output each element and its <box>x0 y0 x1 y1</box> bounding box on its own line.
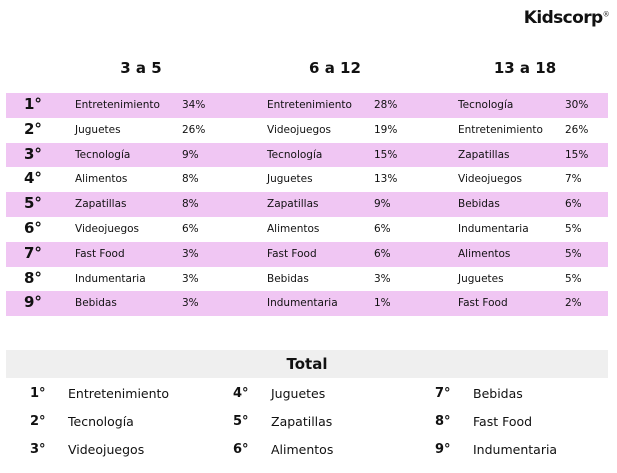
total-category-label: Indumentaria <box>473 442 558 457</box>
category-cell: Fast Food <box>458 297 508 310</box>
percentage-cell: 9% <box>182 148 199 161</box>
percentage-cell: 5% <box>565 247 582 260</box>
percentage-cell: 3% <box>182 247 199 260</box>
rank-label: 1° <box>24 95 42 113</box>
category-cell: Videojuegos <box>458 173 523 186</box>
category-cell: Alimentos <box>267 222 320 235</box>
percentage-cell: 15% <box>565 148 589 161</box>
category-cell: Alimentos <box>75 173 128 186</box>
rank-label: 5° <box>24 194 42 213</box>
total-category-label: Juguetes <box>271 386 326 401</box>
percentage-cell: 1% <box>374 297 391 310</box>
percentage-cell: 19% <box>374 123 398 136</box>
total-rank-label: 4° <box>233 386 249 401</box>
category-cell: Juguetes <box>458 272 504 285</box>
ranking-table <box>6 93 608 316</box>
percentage-cell: 26% <box>182 123 206 136</box>
total-rank-label: 1° <box>30 386 46 401</box>
percentage-cell: 6% <box>182 222 199 235</box>
rank-label: 6° <box>24 218 42 237</box>
category-cell: Zapatillas <box>267 198 319 211</box>
category-cell: Indumentaria <box>267 297 338 310</box>
table-row <box>6 192 608 217</box>
total-rank-label: 7° <box>435 386 451 401</box>
category-cell: Fast Food <box>267 247 317 260</box>
category-cell: Juguetes <box>267 173 313 186</box>
group-header-3-5: 3 a 5 <box>120 59 162 77</box>
percentage-cell: 9% <box>374 198 391 211</box>
rank-label: 4° <box>24 169 42 188</box>
total-category-label: Tecnología <box>68 414 134 429</box>
table-row <box>6 267 608 292</box>
table-row <box>6 118 608 143</box>
logo-text: Kidscorp <box>523 8 603 28</box>
category-cell: Videojuegos <box>267 123 332 136</box>
total-rank-label: 8° <box>435 414 451 429</box>
category-cell: Juguetes <box>75 123 121 136</box>
table-row <box>6 217 608 242</box>
category-cell: Indumentaria <box>458 222 529 235</box>
rank-label: 3° <box>24 144 42 163</box>
percentage-cell: 5% <box>565 222 582 235</box>
table-row <box>6 167 608 192</box>
rank-label: 9° <box>24 293 42 312</box>
percentage-cell: 5% <box>565 272 582 285</box>
total-rank-label: 6° <box>233 442 249 457</box>
percentage-cell: 30% <box>565 99 589 111</box>
category-cell: Entretenimiento <box>267 99 352 111</box>
total-header: Total <box>6 350 608 378</box>
category-cell: Bebidas <box>75 297 117 310</box>
category-cell: Bebidas <box>458 198 500 211</box>
group-header-13-18: 13 a 18 <box>493 59 557 77</box>
percentage-cell: 28% <box>374 99 398 111</box>
percentage-cell: 8% <box>182 198 199 211</box>
total-rank-label: 5° <box>233 414 249 429</box>
rank-label: 7° <box>24 243 42 262</box>
percentage-cell: 6% <box>565 198 582 211</box>
percentage-cell: 3% <box>374 272 391 285</box>
category-cell: Entretenimiento <box>75 99 160 111</box>
percentage-cell: 3% <box>182 297 199 310</box>
total-rank-label: 3° <box>30 442 46 457</box>
category-cell: Alimentos <box>458 247 511 260</box>
kidscorp-logo <box>524 8 609 28</box>
total-category-label: Zapatillas <box>271 414 333 429</box>
rank-label: 8° <box>24 268 42 287</box>
category-cell: Tecnología <box>458 99 514 111</box>
category-cell: Tecnología <box>75 148 131 161</box>
logo-reg-mark: ® <box>602 10 609 19</box>
category-cell: Zapatillas <box>458 148 510 161</box>
category-cell: Bebidas <box>267 272 309 285</box>
total-rank-label: 2° <box>30 414 46 429</box>
category-cell: Videojuegos <box>75 222 140 235</box>
total-rank-label: 9° <box>435 442 451 457</box>
category-cell: Indumentaria <box>75 272 146 285</box>
percentage-cell: 15% <box>374 148 398 161</box>
category-cell: Entretenimiento <box>458 123 543 136</box>
percentage-cell: 8% <box>182 173 199 186</box>
total-category-label: Alimentos <box>271 442 334 457</box>
percentage-cell: 3% <box>182 272 199 285</box>
percentage-cell: 6% <box>374 247 391 260</box>
percentage-cell: 34% <box>182 99 206 111</box>
rank-label: 2° <box>24 119 42 138</box>
percentage-cell: 6% <box>374 222 391 235</box>
total-category-label: Entretenimiento <box>68 386 170 401</box>
table-row <box>6 291 608 316</box>
percentage-cell: 7% <box>565 173 582 186</box>
category-cell: Tecnología <box>267 148 323 161</box>
percentage-cell: 26% <box>565 123 589 136</box>
total-category-label: Bebidas <box>473 386 523 401</box>
category-cell: Zapatillas <box>75 198 127 211</box>
percentage-cell: 13% <box>374 173 398 186</box>
total-category-label: Videojuegos <box>68 442 145 457</box>
table-row <box>6 143 608 168</box>
total-category-label: Fast Food <box>473 414 533 429</box>
table-row <box>6 93 608 118</box>
table-row <box>6 242 608 267</box>
percentage-cell: 2% <box>565 297 582 310</box>
category-cell: Fast Food <box>75 247 125 260</box>
group-header-6-12: 6 a 12 <box>309 59 361 77</box>
